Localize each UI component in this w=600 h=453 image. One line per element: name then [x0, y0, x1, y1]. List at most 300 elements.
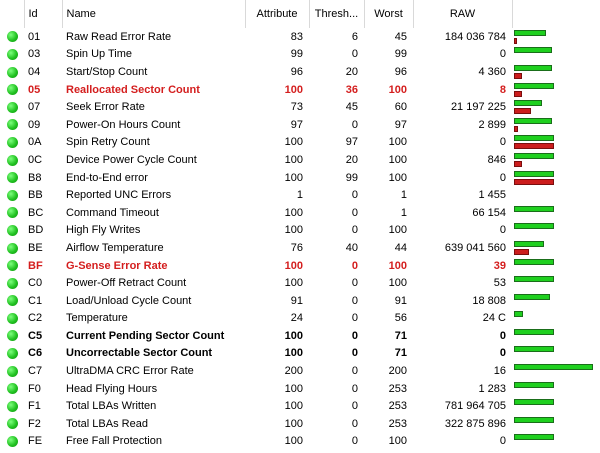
- bar-cell: [512, 222, 600, 240]
- name-cell: Seek Error Rate: [66, 101, 145, 114]
- value-bar-green: [514, 223, 554, 229]
- worst-cell: 56: [394, 312, 407, 325]
- threshold-cell: 0: [351, 400, 358, 413]
- id-cell: BC: [28, 206, 44, 219]
- raw-cell: 39: [493, 259, 506, 272]
- attribute-cell: 100: [284, 277, 303, 290]
- threshold-cell: 0: [351, 435, 358, 448]
- status-ok-icon: [7, 313, 18, 324]
- attribute-cell: 100: [284, 417, 303, 430]
- status-ok-icon: [7, 67, 18, 78]
- worst-cell: 100: [388, 136, 407, 149]
- raw-cell: 0: [499, 136, 506, 149]
- table-row[interactable]: [0, 345, 600, 363]
- bar-graph: [514, 240, 600, 256]
- attribute-cell: 100: [284, 382, 303, 395]
- attribute-cell: 73: [290, 101, 303, 114]
- name-cell: Free Fall Protection: [66, 435, 162, 448]
- worst-cell: 200: [388, 365, 407, 378]
- status-cell: [0, 362, 24, 380]
- table-row[interactable]: [0, 415, 600, 433]
- name-cell: Power-On Hours Count: [66, 118, 181, 131]
- bar-cell: [512, 134, 600, 152]
- status-ok-icon: [7, 155, 18, 166]
- bar-cell: [512, 81, 600, 99]
- table-row[interactable]: [0, 46, 600, 64]
- table-row[interactable]: [0, 169, 600, 187]
- bar-graph: [514, 29, 600, 45]
- threshold-cell: 0: [351, 347, 358, 360]
- table-row[interactable]: [0, 28, 600, 46]
- status-ok-icon: [7, 102, 18, 113]
- attribute-cell: 99: [290, 48, 303, 61]
- bar-graph: [514, 170, 600, 186]
- table-row[interactable]: [0, 274, 600, 292]
- threshold-cell: 0: [351, 329, 358, 342]
- attribute-cell: 200: [284, 365, 303, 378]
- table-header: [0, 0, 600, 28]
- value-bar-green: [514, 382, 554, 388]
- bar-graph: [514, 345, 600, 361]
- attribute-cell: 76: [290, 241, 303, 254]
- status-cell: [0, 274, 24, 292]
- raw-cell: 18 808: [472, 294, 506, 307]
- status-ok-icon: [7, 418, 18, 429]
- table-row[interactable]: [0, 362, 600, 380]
- bar-graph: [514, 117, 600, 133]
- status-cell: [0, 292, 24, 310]
- threshold-cell: 0: [351, 365, 358, 378]
- name-cell: Reallocated Sector Count: [66, 83, 200, 96]
- bar-graph: [514, 293, 600, 309]
- attribute-cell: 83: [290, 30, 303, 43]
- worst-cell: 91: [394, 294, 407, 307]
- table-row[interactable]: [0, 397, 600, 415]
- status-ok-icon: [7, 119, 18, 130]
- name-cell: Total LBAs Read: [66, 417, 148, 430]
- raw-cell: 24 C: [482, 312, 506, 325]
- raw-column-header[interactable]: RAW: [413, 0, 512, 28]
- bar-graph: [514, 222, 600, 238]
- value-bar-green: [514, 153, 554, 159]
- status-ok-icon: [7, 278, 18, 289]
- bar-cell: [512, 415, 600, 433]
- table-row[interactable]: [0, 134, 600, 152]
- name-column-header[interactable]: Name: [62, 0, 245, 28]
- name-cell: G-Sense Error Rate: [66, 259, 168, 272]
- table-row[interactable]: [0, 433, 600, 451]
- status-ok-icon: [7, 330, 18, 341]
- id-cell: FE: [28, 435, 43, 448]
- value-bar-red: [514, 108, 531, 114]
- status-ok-icon: [7, 225, 18, 236]
- status-ok-icon: [7, 401, 18, 412]
- attribute-cell: 1: [296, 189, 303, 202]
- value-bar-green: [514, 65, 552, 71]
- status-cell: [0, 63, 24, 81]
- attribute-cell: 100: [284, 206, 303, 219]
- threshold-cell: 6: [351, 30, 358, 43]
- value-bar-green: [514, 47, 552, 53]
- id-cell: C2: [28, 312, 43, 325]
- status-ok-icon: [7, 190, 18, 201]
- value-bar-green: [514, 118, 552, 124]
- attribute-cell: 96: [290, 65, 303, 78]
- name-cell: Head Flying Hours: [66, 382, 158, 395]
- bar-cell: [512, 327, 600, 345]
- status-cell: [0, 327, 24, 345]
- threshold-cell: 0: [351, 294, 358, 307]
- value-bar-green: [514, 135, 554, 141]
- value-bar-green: [514, 259, 554, 265]
- name-cell: Start/Stop Count: [66, 65, 148, 78]
- status-ok-icon: [7, 243, 18, 254]
- status-cell: [0, 81, 24, 99]
- worst-cell: 100: [388, 83, 407, 96]
- threshold-cell: 0: [351, 382, 358, 395]
- name-cell: Uncorrectable Sector Count: [66, 347, 213, 360]
- value-bar-red: [514, 143, 554, 149]
- status-cell: [0, 98, 24, 116]
- raw-cell: 21 197 225: [450, 101, 506, 114]
- attribute-column-header[interactable]: Attribute: [245, 0, 309, 28]
- status-ok-icon: [7, 207, 18, 218]
- id-cell: 0A: [28, 136, 42, 149]
- status-ok-icon: [7, 436, 18, 447]
- id-cell: 01: [28, 30, 41, 43]
- name-cell: High Fly Writes: [66, 224, 141, 237]
- name-cell: Load/Unload Cycle Count: [66, 294, 192, 307]
- bar-cell: [512, 98, 600, 116]
- name-cell: Raw Read Error Rate: [66, 30, 172, 43]
- id-cell: C5: [28, 329, 43, 342]
- name-cell: Device Power Cycle Count: [66, 153, 197, 166]
- bar-cell: [512, 345, 600, 363]
- worst-cell: 100: [388, 224, 407, 237]
- status-ok-icon: [7, 366, 18, 377]
- worst-cell: 1: [400, 206, 407, 219]
- id-column-header[interactable]: Id: [24, 0, 62, 28]
- name-cell: Command Timeout: [66, 206, 159, 219]
- status-cell: [0, 345, 24, 363]
- value-bar-red: [514, 179, 554, 185]
- value-bar-green: [514, 171, 554, 177]
- bar-graph: [514, 363, 600, 379]
- worst-cell: 1: [400, 189, 407, 202]
- worst-cell: 60: [394, 101, 407, 114]
- raw-cell: 0: [499, 329, 506, 342]
- table-row[interactable]: [0, 186, 600, 204]
- raw-cell: 8: [499, 83, 506, 96]
- bar-cell: [512, 204, 600, 222]
- attribute-cell: 91: [290, 294, 303, 307]
- value-bar-green: [514, 329, 554, 335]
- threshold-cell: 0: [351, 277, 358, 290]
- table-row[interactable]: [0, 310, 600, 328]
- name-cell: Spin Retry Count: [66, 136, 150, 149]
- attribute-cell: 100: [284, 400, 303, 413]
- threshold-cell: 0: [351, 259, 358, 272]
- threshold-cell: 36: [345, 83, 358, 96]
- status-ok-icon: [7, 172, 18, 183]
- threshold-cell: 20: [345, 65, 358, 78]
- bar-graph: [514, 433, 600, 449]
- raw-cell: 1 455: [478, 189, 506, 202]
- bar-graph: [514, 416, 600, 432]
- worst-cell: 44: [394, 241, 407, 254]
- worst-cell: 253: [388, 382, 407, 395]
- bar-cell: [512, 362, 600, 380]
- status-ok-icon: [7, 84, 18, 95]
- bar-graph: [514, 187, 600, 203]
- bar-cell: [512, 433, 600, 451]
- bar-graph: [514, 381, 600, 397]
- status-cell: [0, 415, 24, 433]
- raw-cell: 0: [499, 171, 506, 184]
- status-cell: [0, 222, 24, 240]
- attribute-cell: 100: [284, 136, 303, 149]
- raw-cell: 0: [499, 347, 506, 360]
- threshold-column-header[interactable]: Thresh...: [309, 0, 364, 28]
- value-bar-green: [514, 311, 523, 317]
- attribute-cell: 100: [284, 153, 303, 166]
- name-cell: Temperature: [66, 312, 128, 325]
- raw-cell: 4 360: [478, 65, 506, 78]
- status-cell: [0, 169, 24, 187]
- worst-cell: 100: [388, 277, 407, 290]
- status-cell: [0, 204, 24, 222]
- status-cell: [0, 239, 24, 257]
- threshold-cell: 40: [345, 241, 358, 254]
- status-cell: [0, 46, 24, 64]
- id-cell: C6: [28, 347, 43, 360]
- status-ok-icon: [7, 49, 18, 60]
- raw-cell: 66 154: [472, 206, 506, 219]
- id-cell: B8: [28, 171, 42, 184]
- id-cell: 05: [28, 83, 41, 96]
- id-cell: 07: [28, 101, 41, 114]
- worst-column-header[interactable]: Worst: [364, 0, 413, 28]
- status-column-header[interactable]: [0, 0, 24, 28]
- threshold-cell: 0: [351, 417, 358, 430]
- id-cell: 0C: [28, 153, 43, 166]
- id-cell: F2: [28, 417, 41, 430]
- value-bar-green: [514, 399, 554, 405]
- threshold-cell: 0: [351, 312, 358, 325]
- status-ok-icon: [7, 260, 18, 271]
- value-bar-red: [514, 249, 529, 255]
- name-cell: Reported UNC Errors: [66, 189, 172, 202]
- bar-graph: [514, 328, 600, 344]
- value-bar-green: [514, 83, 554, 89]
- threshold-cell: 0: [351, 118, 358, 131]
- name-cell: Power-Off Retract Count: [66, 277, 187, 290]
- worst-cell: 253: [388, 400, 407, 413]
- bar-graph: [514, 46, 600, 62]
- threshold-cell: 0: [351, 189, 358, 202]
- id-cell: 04: [28, 65, 41, 78]
- name-cell: UltraDMA CRC Error Rate: [66, 365, 194, 378]
- worst-cell: 71: [394, 329, 407, 342]
- bar-graph: [514, 310, 600, 326]
- table-row[interactable]: [0, 239, 600, 257]
- worst-cell: 100: [388, 153, 407, 166]
- bar-graph: [514, 205, 600, 221]
- table-row[interactable]: [0, 63, 600, 81]
- bar-cell: [512, 274, 600, 292]
- table-row[interactable]: [0, 151, 600, 169]
- bar-cell: [512, 397, 600, 415]
- attribute-cell: 100: [284, 435, 303, 448]
- table-row[interactable]: [0, 222, 600, 240]
- raw-cell: 0: [499, 435, 506, 448]
- table-row[interactable]: [0, 380, 600, 398]
- worst-cell: 100: [388, 171, 407, 184]
- status-cell: [0, 433, 24, 451]
- name-cell: Total LBAs Written: [66, 400, 157, 413]
- worst-cell: 71: [394, 347, 407, 360]
- threshold-cell: 45: [345, 101, 358, 114]
- value-bar-green: [514, 100, 542, 106]
- table-row[interactable]: [0, 327, 600, 345]
- attribute-cell: 100: [284, 83, 303, 96]
- bar-cell: [512, 28, 600, 46]
- worst-cell: 100: [388, 259, 407, 272]
- bar-cell: [512, 257, 600, 275]
- name-cell: End-to-End error: [66, 171, 148, 184]
- value-bar-green: [514, 434, 554, 440]
- bar-graph: [514, 398, 600, 414]
- id-cell: C0: [28, 277, 43, 290]
- value-bar-green: [514, 276, 554, 282]
- threshold-cell: 97: [345, 136, 358, 149]
- value-bar-green: [514, 346, 554, 352]
- status-cell: [0, 310, 24, 328]
- value-bar-green: [514, 30, 546, 36]
- id-cell: 09: [28, 118, 41, 131]
- status-cell: [0, 257, 24, 275]
- value-bar-red: [514, 73, 522, 79]
- status-ok-icon: [7, 348, 18, 359]
- table-row[interactable]: [0, 81, 600, 99]
- raw-cell: 184 036 784: [444, 30, 506, 43]
- name-cell: Airflow Temperature: [66, 241, 164, 254]
- status-ok-icon: [7, 31, 18, 42]
- name-cell: Current Pending Sector Count: [66, 329, 225, 342]
- worst-cell: 99: [394, 48, 407, 61]
- id-cell: C1: [28, 294, 43, 307]
- raw-cell: 0: [499, 48, 506, 61]
- status-ok-icon: [7, 295, 18, 306]
- bar-cell: [512, 169, 600, 187]
- threshold-cell: 0: [351, 48, 358, 61]
- status-ok-icon: [7, 137, 18, 148]
- id-cell: BF: [28, 259, 43, 272]
- value-bar-red: [514, 126, 518, 132]
- worst-cell: 97: [394, 118, 407, 131]
- table-row[interactable]: [0, 116, 600, 134]
- raw-cell: 0: [499, 224, 506, 237]
- raw-cell: 1 283: [478, 382, 506, 395]
- raw-cell: 2 899: [478, 118, 506, 131]
- status-cell: [0, 134, 24, 152]
- name-cell: Spin Up Time: [66, 48, 133, 61]
- raw-cell: 53: [493, 277, 506, 290]
- worst-cell: 96: [394, 65, 407, 78]
- status-cell: [0, 28, 24, 46]
- raw-cell: 846: [487, 153, 506, 166]
- bar-cell: [512, 151, 600, 169]
- bar-graph: [514, 152, 600, 168]
- id-cell: F0: [28, 382, 41, 395]
- value-bar-green: [514, 417, 554, 423]
- id-cell: BB: [28, 189, 43, 202]
- status-cell: [0, 397, 24, 415]
- bar-column-header[interactable]: [512, 0, 600, 28]
- worst-cell: 45: [394, 30, 407, 43]
- table-row[interactable]: [0, 204, 600, 222]
- worst-cell: 100: [388, 435, 407, 448]
- bar-cell: [512, 186, 600, 204]
- attribute-cell: 100: [284, 329, 303, 342]
- value-bar-green: [514, 364, 593, 370]
- attribute-cell: 100: [284, 259, 303, 272]
- raw-cell: 322 875 896: [444, 417, 506, 430]
- bar-cell: [512, 239, 600, 257]
- table-row[interactable]: [0, 292, 600, 310]
- bar-cell: [512, 116, 600, 134]
- raw-cell: 781 964 705: [444, 400, 506, 413]
- value-bar-red: [514, 38, 517, 44]
- attribute-cell: 24: [290, 312, 303, 325]
- bar-graph: [514, 275, 600, 291]
- threshold-cell: 99: [345, 171, 358, 184]
- bar-cell: [512, 292, 600, 310]
- bar-graph: [514, 99, 600, 115]
- value-bar-red: [514, 161, 522, 167]
- bar-graph: [514, 258, 600, 274]
- attribute-cell: 97: [290, 118, 303, 131]
- bar-cell: [512, 46, 600, 64]
- bar-graph: [514, 134, 600, 150]
- threshold-cell: 20: [345, 153, 358, 166]
- raw-cell: 639 041 560: [444, 241, 506, 254]
- attribute-cell: 100: [284, 171, 303, 184]
- value-bar-green: [514, 294, 550, 300]
- status-cell: [0, 151, 24, 169]
- threshold-cell: 0: [351, 224, 358, 237]
- value-bar-green: [514, 241, 544, 247]
- id-cell: F1: [28, 400, 41, 413]
- status-ok-icon: [7, 383, 18, 394]
- status-cell: [0, 380, 24, 398]
- bar-cell: [512, 310, 600, 328]
- value-bar-red: [514, 91, 522, 97]
- threshold-cell: 0: [351, 206, 358, 219]
- id-cell: 03: [28, 48, 41, 61]
- worst-cell: 253: [388, 417, 407, 430]
- bar-graph: [514, 82, 600, 98]
- attribute-cell: 100: [284, 347, 303, 360]
- table-row[interactable]: [0, 98, 600, 116]
- bar-cell: [512, 380, 600, 398]
- value-bar-green: [514, 206, 554, 212]
- bar-graph: [514, 64, 600, 80]
- attribute-cell: 100: [284, 224, 303, 237]
- id-cell: C7: [28, 365, 43, 378]
- table-row[interactable]: [0, 257, 600, 275]
- bar-cell: [512, 63, 600, 81]
